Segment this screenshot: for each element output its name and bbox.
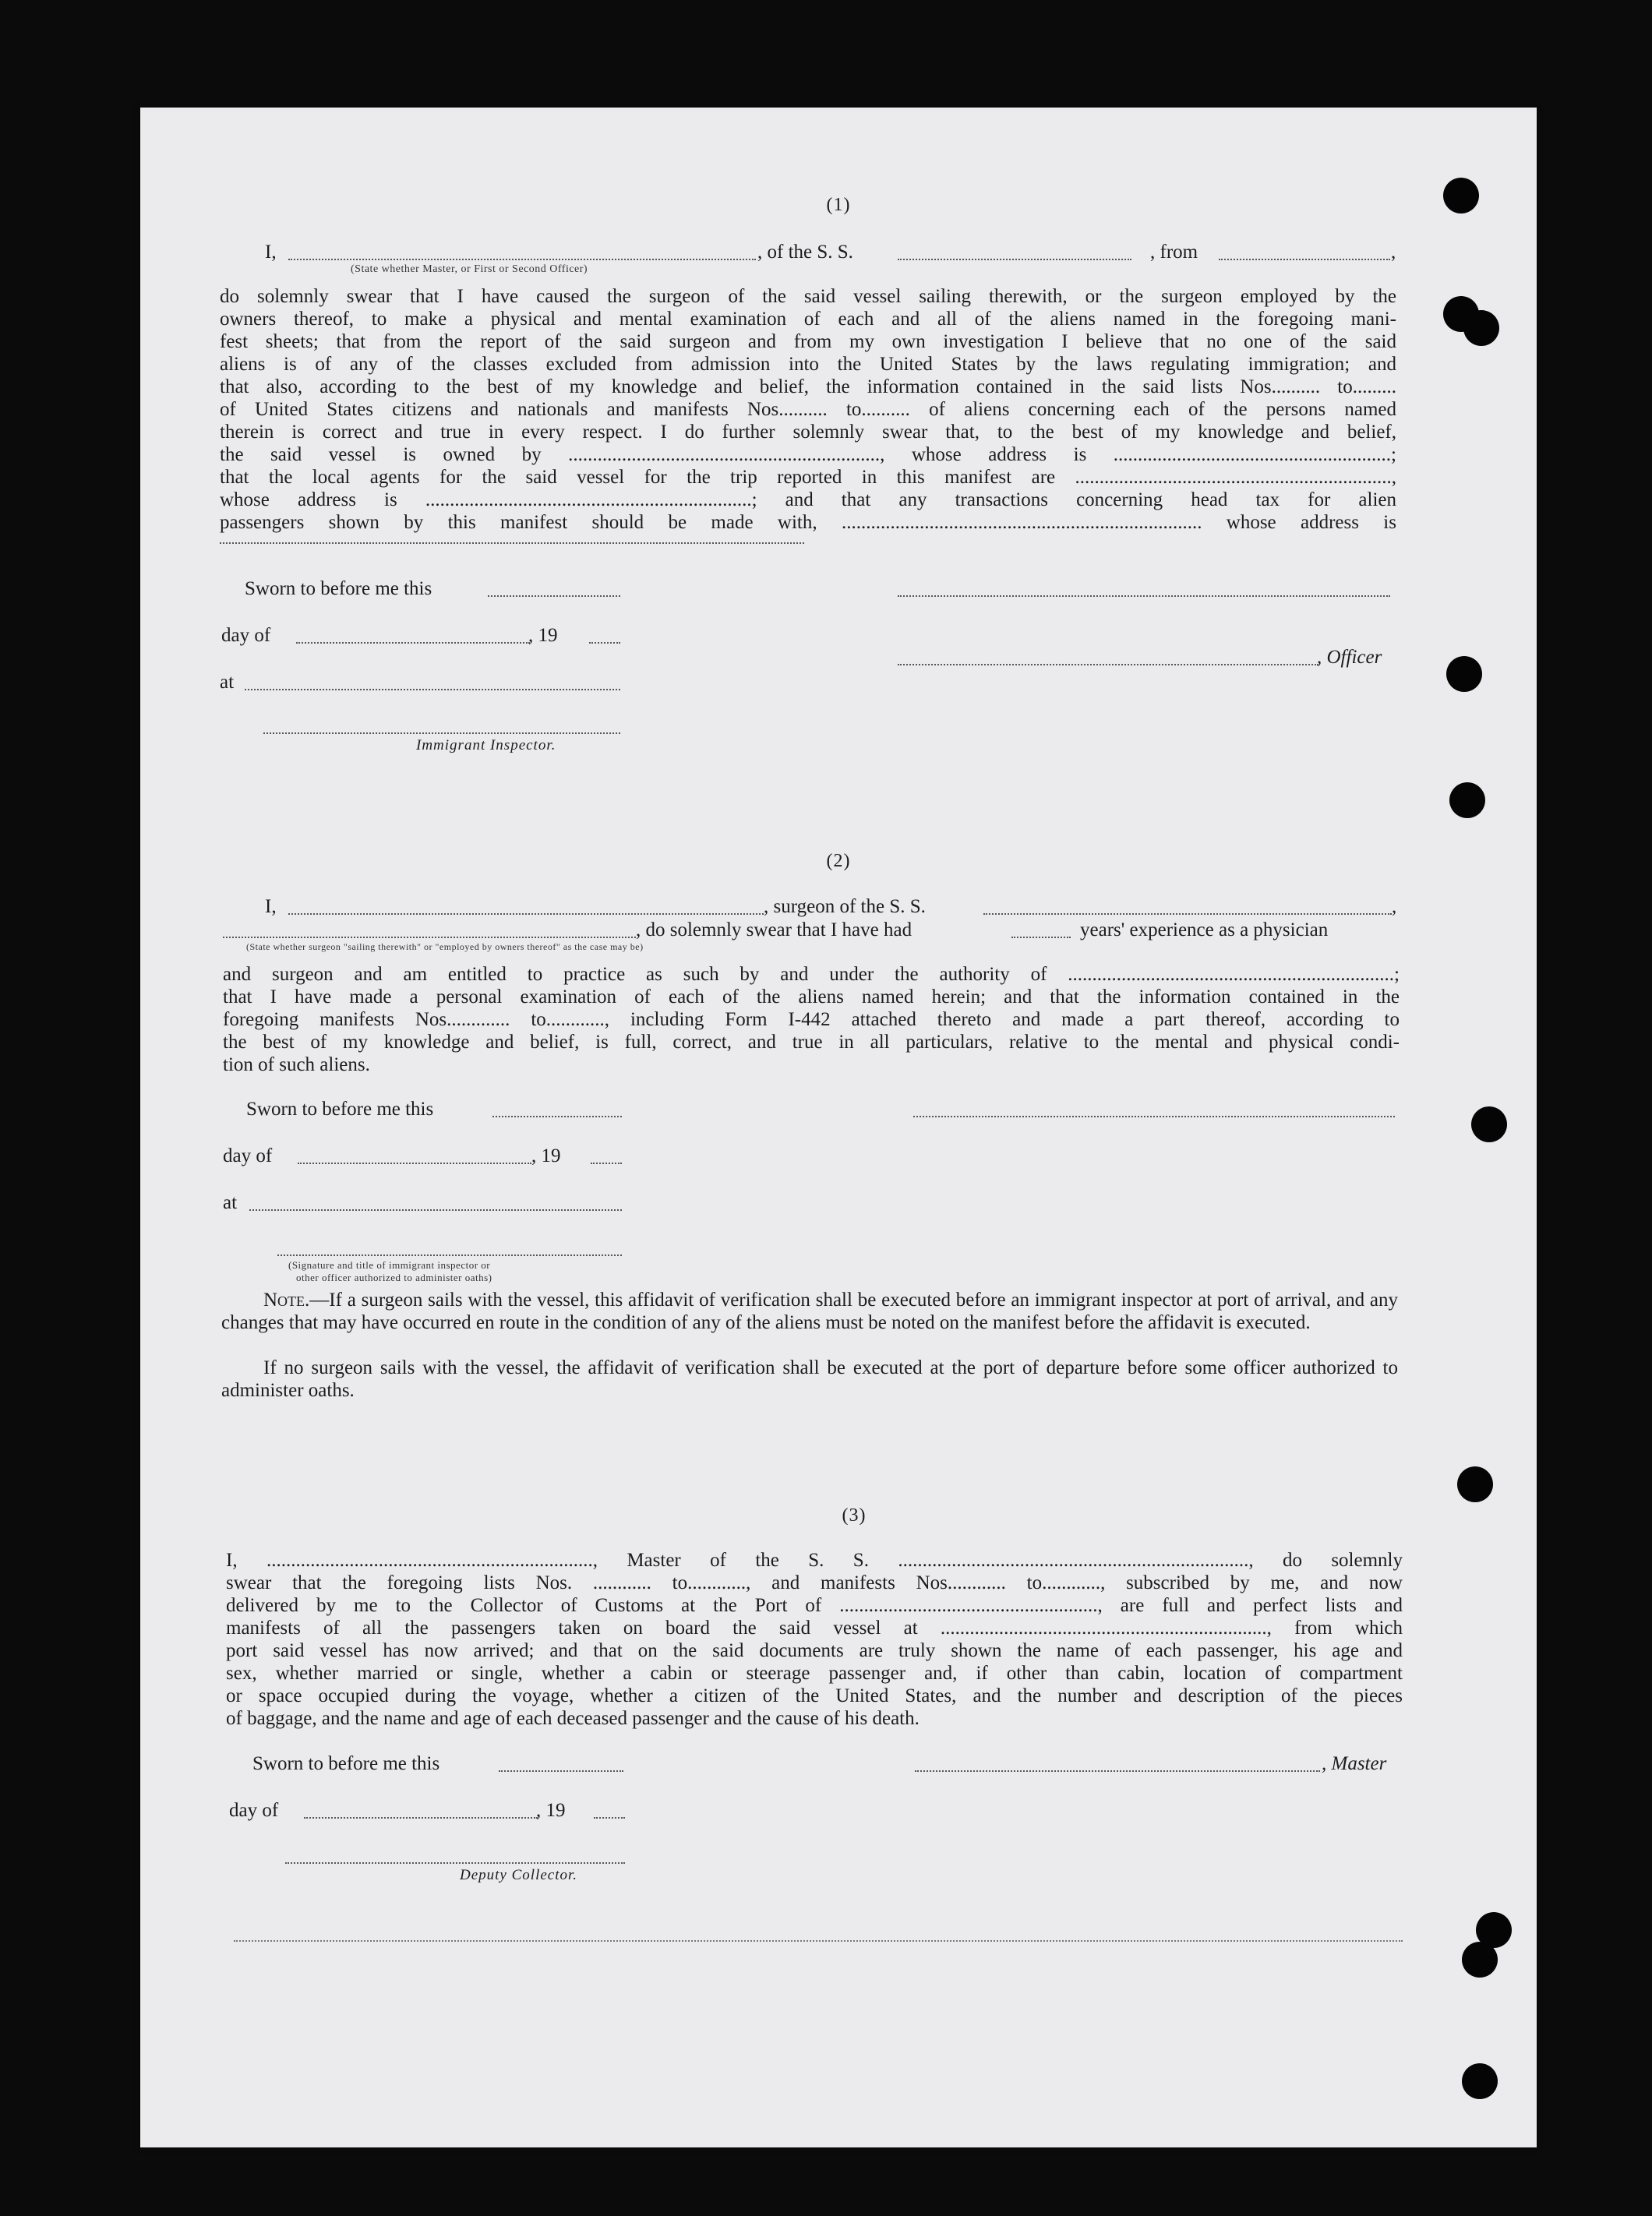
s2-sig-caption-2: other officer authorized to administer oaths) xyxy=(296,1272,492,1283)
s1-body-line: fest sheets; that from the report of the said surgeon and from my own investigation I believe that no one of the said xyxy=(220,331,1396,352)
s2-i-label: I, xyxy=(265,896,277,917)
s1-sworn-label: Sworn to before me this xyxy=(245,578,432,599)
s1-body-line: that also, according to the best of my knowledge and belief, the information contained in the said lists Nos.......... to......... xyxy=(220,376,1396,397)
s3-master-signature-field xyxy=(915,1769,1320,1772)
s3-deputy-signature-field xyxy=(285,1861,625,1864)
s1-officer-caption: (State whether Master, or First or Second Officer) xyxy=(351,263,588,275)
s1-body-line: whose address is ...................................................................; and that any transactions concerning head tax for alien xyxy=(220,489,1396,510)
s1-year-field xyxy=(589,640,620,644)
punch-hole xyxy=(1457,1466,1493,1502)
s2-sworn-label: Sworn to before me this xyxy=(246,1099,434,1120)
s2-surgeon-name-field xyxy=(288,912,764,915)
s3-year-label: , 19 xyxy=(536,1800,566,1821)
s3-year-field xyxy=(594,1815,625,1819)
s1-inspector-label: Immigrant Inspector. xyxy=(416,737,556,753)
bottom-dotted-rule xyxy=(234,1940,1403,1942)
s2-note-text: —If a surgeon sails with the vessel, this affidavit of verification shall be executed before an immigrant inspector at port of arrival, and any changes that may have occurred en route in the condition of any of the aliens must be noted on the manifest before the affidavit is executed. xyxy=(221,1290,1398,1333)
s2-body-line: foregoing manifests Nos............. to............, including Form I-442 attached thereto and made a part thereof, according to xyxy=(223,1009,1400,1030)
s3-deputy-label: Deputy Collector. xyxy=(460,1867,578,1883)
s2-surgeon-status-field xyxy=(223,935,636,938)
s2-body-line: the best of my knowledge and belief, is full, correct, and true in all particulars, relative to the mental and physical condi- xyxy=(223,1032,1400,1053)
punch-hole xyxy=(1462,1942,1498,1978)
s1-i-label: I, xyxy=(265,242,277,263)
s2-note-paragraph xyxy=(221,1289,1398,1334)
section-2-number: (2) xyxy=(826,851,851,871)
s1-body-line: the said vessel is owned by ................................................................, whose address is .........................................................; xyxy=(220,444,1396,465)
punch-hole xyxy=(1449,782,1485,818)
s3-sworn-date-field xyxy=(499,1769,623,1772)
s3-body-line: or space occupied during the voyage, whether a citizen of the United States, and the number and description of the pieces xyxy=(226,1685,1403,1706)
s2-year-label: , 19 xyxy=(531,1145,561,1166)
s1-address-field xyxy=(220,541,804,544)
section-3-number: (3) xyxy=(842,1505,867,1526)
s1-at-field xyxy=(245,687,620,690)
punch-hole xyxy=(1463,310,1499,346)
s2-surgeon-of-ss-label: , surgeon of the S. S. xyxy=(764,896,926,917)
s2-body-line: tion of such aliens. xyxy=(223,1054,370,1075)
s1-officer-label: , Officer xyxy=(1317,647,1382,668)
s2-note-paragraph-2: If no surgeon sails with the vessel, the affidavit of verification shall be executed at the port of departure before some officer authorized to administer oaths. xyxy=(221,1357,1398,1401)
s2-ship-name-field xyxy=(983,912,1392,915)
s1-sworn-date-field xyxy=(488,594,620,597)
s3-sworn-label: Sworn to before me this xyxy=(252,1753,440,1774)
s2-day-field xyxy=(298,1161,531,1164)
s1-comma: , xyxy=(1391,242,1396,263)
s2-year-field xyxy=(591,1161,622,1164)
punch-hole xyxy=(1446,656,1482,692)
section-1-number: (1) xyxy=(826,195,851,215)
s2-comma: , xyxy=(1392,896,1397,917)
s3-master-label: , Master xyxy=(1322,1753,1387,1774)
s1-body-line: aliens is of any of the classes excluded from admission into the United States by the laws regulating immigration; and xyxy=(220,354,1396,375)
s1-body-line: therein is correct and true in every respect. I do further solemnly swear that, to the best of my knowledge and belief, xyxy=(220,422,1396,443)
punch-hole xyxy=(1462,2063,1498,2099)
s2-body-line: that I have made a personal examination of each of the aliens named herein; and that the information contained in the xyxy=(223,986,1400,1007)
s1-body-line: owners thereof, to make a physical and mental examination of each and all of the aliens named in the foregoing mani- xyxy=(220,309,1396,330)
s2-note-label: Note. xyxy=(263,1290,310,1311)
s1-officer-signature-field xyxy=(898,662,1318,665)
s1-officer-name-field xyxy=(288,257,756,260)
s3-body-line: manifests of all the passengers taken on board the said vessel at ..................................................................., from which xyxy=(226,1618,1403,1639)
s2-years-field xyxy=(1011,935,1071,938)
s2-at-label: at xyxy=(223,1192,238,1213)
s3-day-label: day of xyxy=(229,1800,279,1821)
s1-from-port-field xyxy=(1219,257,1390,260)
s1-day-label: day of xyxy=(221,625,271,646)
s2-inspector-signature-field xyxy=(277,1253,622,1256)
s1-from-label: , from xyxy=(1150,242,1198,263)
punch-hole xyxy=(1443,178,1479,213)
s2-sworn-date-field xyxy=(492,1114,622,1117)
s1-body-line: do solemnly swear that I have caused the surgeon of the said vessel sailing therewith, or the surgeon employed by the xyxy=(220,286,1396,307)
s2-at-field xyxy=(249,1208,622,1211)
s1-officer-signature-top xyxy=(898,594,1390,597)
s2-day-label: day of xyxy=(223,1145,273,1166)
s2-swear-label: , do solemnly swear that I have had xyxy=(636,919,912,940)
manifest-affidavit-page xyxy=(140,108,1537,2147)
s1-body-line: passengers shown by this manifest should be made with, .......................................................................... whose address is xyxy=(220,512,1396,533)
s1-at-label: at xyxy=(220,672,235,693)
s1-ship-name-field xyxy=(898,257,1131,260)
s1-inspector-signature-field xyxy=(263,731,620,734)
s1-year-label: , 19 xyxy=(528,625,558,646)
s1-body-line: of United States citizens and nationals and manifests Nos.......... to.......... of aliens concerning each of the persons named xyxy=(220,399,1396,420)
s2-physician-label: years' experience as a physician xyxy=(1080,919,1329,940)
s1-body-line: that the local agents for the said vessel for the trip reported in this manifest are ................................................................., xyxy=(220,467,1396,488)
s3-body-line: I, ..................................................................., Master of the S. S. ........................................................................, do solemnly xyxy=(226,1550,1403,1571)
s3-day-field xyxy=(304,1815,538,1819)
s2-sig-caption-1: (Signature and title of immigrant inspector or xyxy=(288,1259,491,1271)
punch-hole xyxy=(1471,1106,1507,1142)
s1-day-field xyxy=(296,640,530,644)
s3-body-line: swear that the foregoing lists Nos. ............ to............, and manifests Nos............ to............, subscribed by me, and now xyxy=(226,1572,1403,1593)
s3-body-line: delivered by me to the Collector of Customs at the Port of ....................................................., are full and perfect lists and xyxy=(226,1595,1403,1616)
s2-inspector-signature-top xyxy=(913,1114,1395,1117)
s2-body-line: and surgeon and am entitled to practice as such by and under the authority of ...................................................................; xyxy=(223,964,1400,985)
s3-body-line: sex, whether married or single, whether a cabin or steerage passenger and, if other than cabin, location of compartment xyxy=(226,1663,1403,1684)
s2-surgeon-caption: (State whether surgeon "sailing therewith" or "employed by owners thereof" as the case may be) xyxy=(246,941,644,952)
s3-body-line: port said vessel has now arrived; and that on the said documents are truly shown the name of each passenger, his age and xyxy=(226,1640,1403,1661)
s3-body-line: of baggage, and the name and age of each deceased passenger and the cause of his death. xyxy=(226,1708,920,1729)
s1-of-ss-label: , of the S. S. xyxy=(757,242,853,263)
